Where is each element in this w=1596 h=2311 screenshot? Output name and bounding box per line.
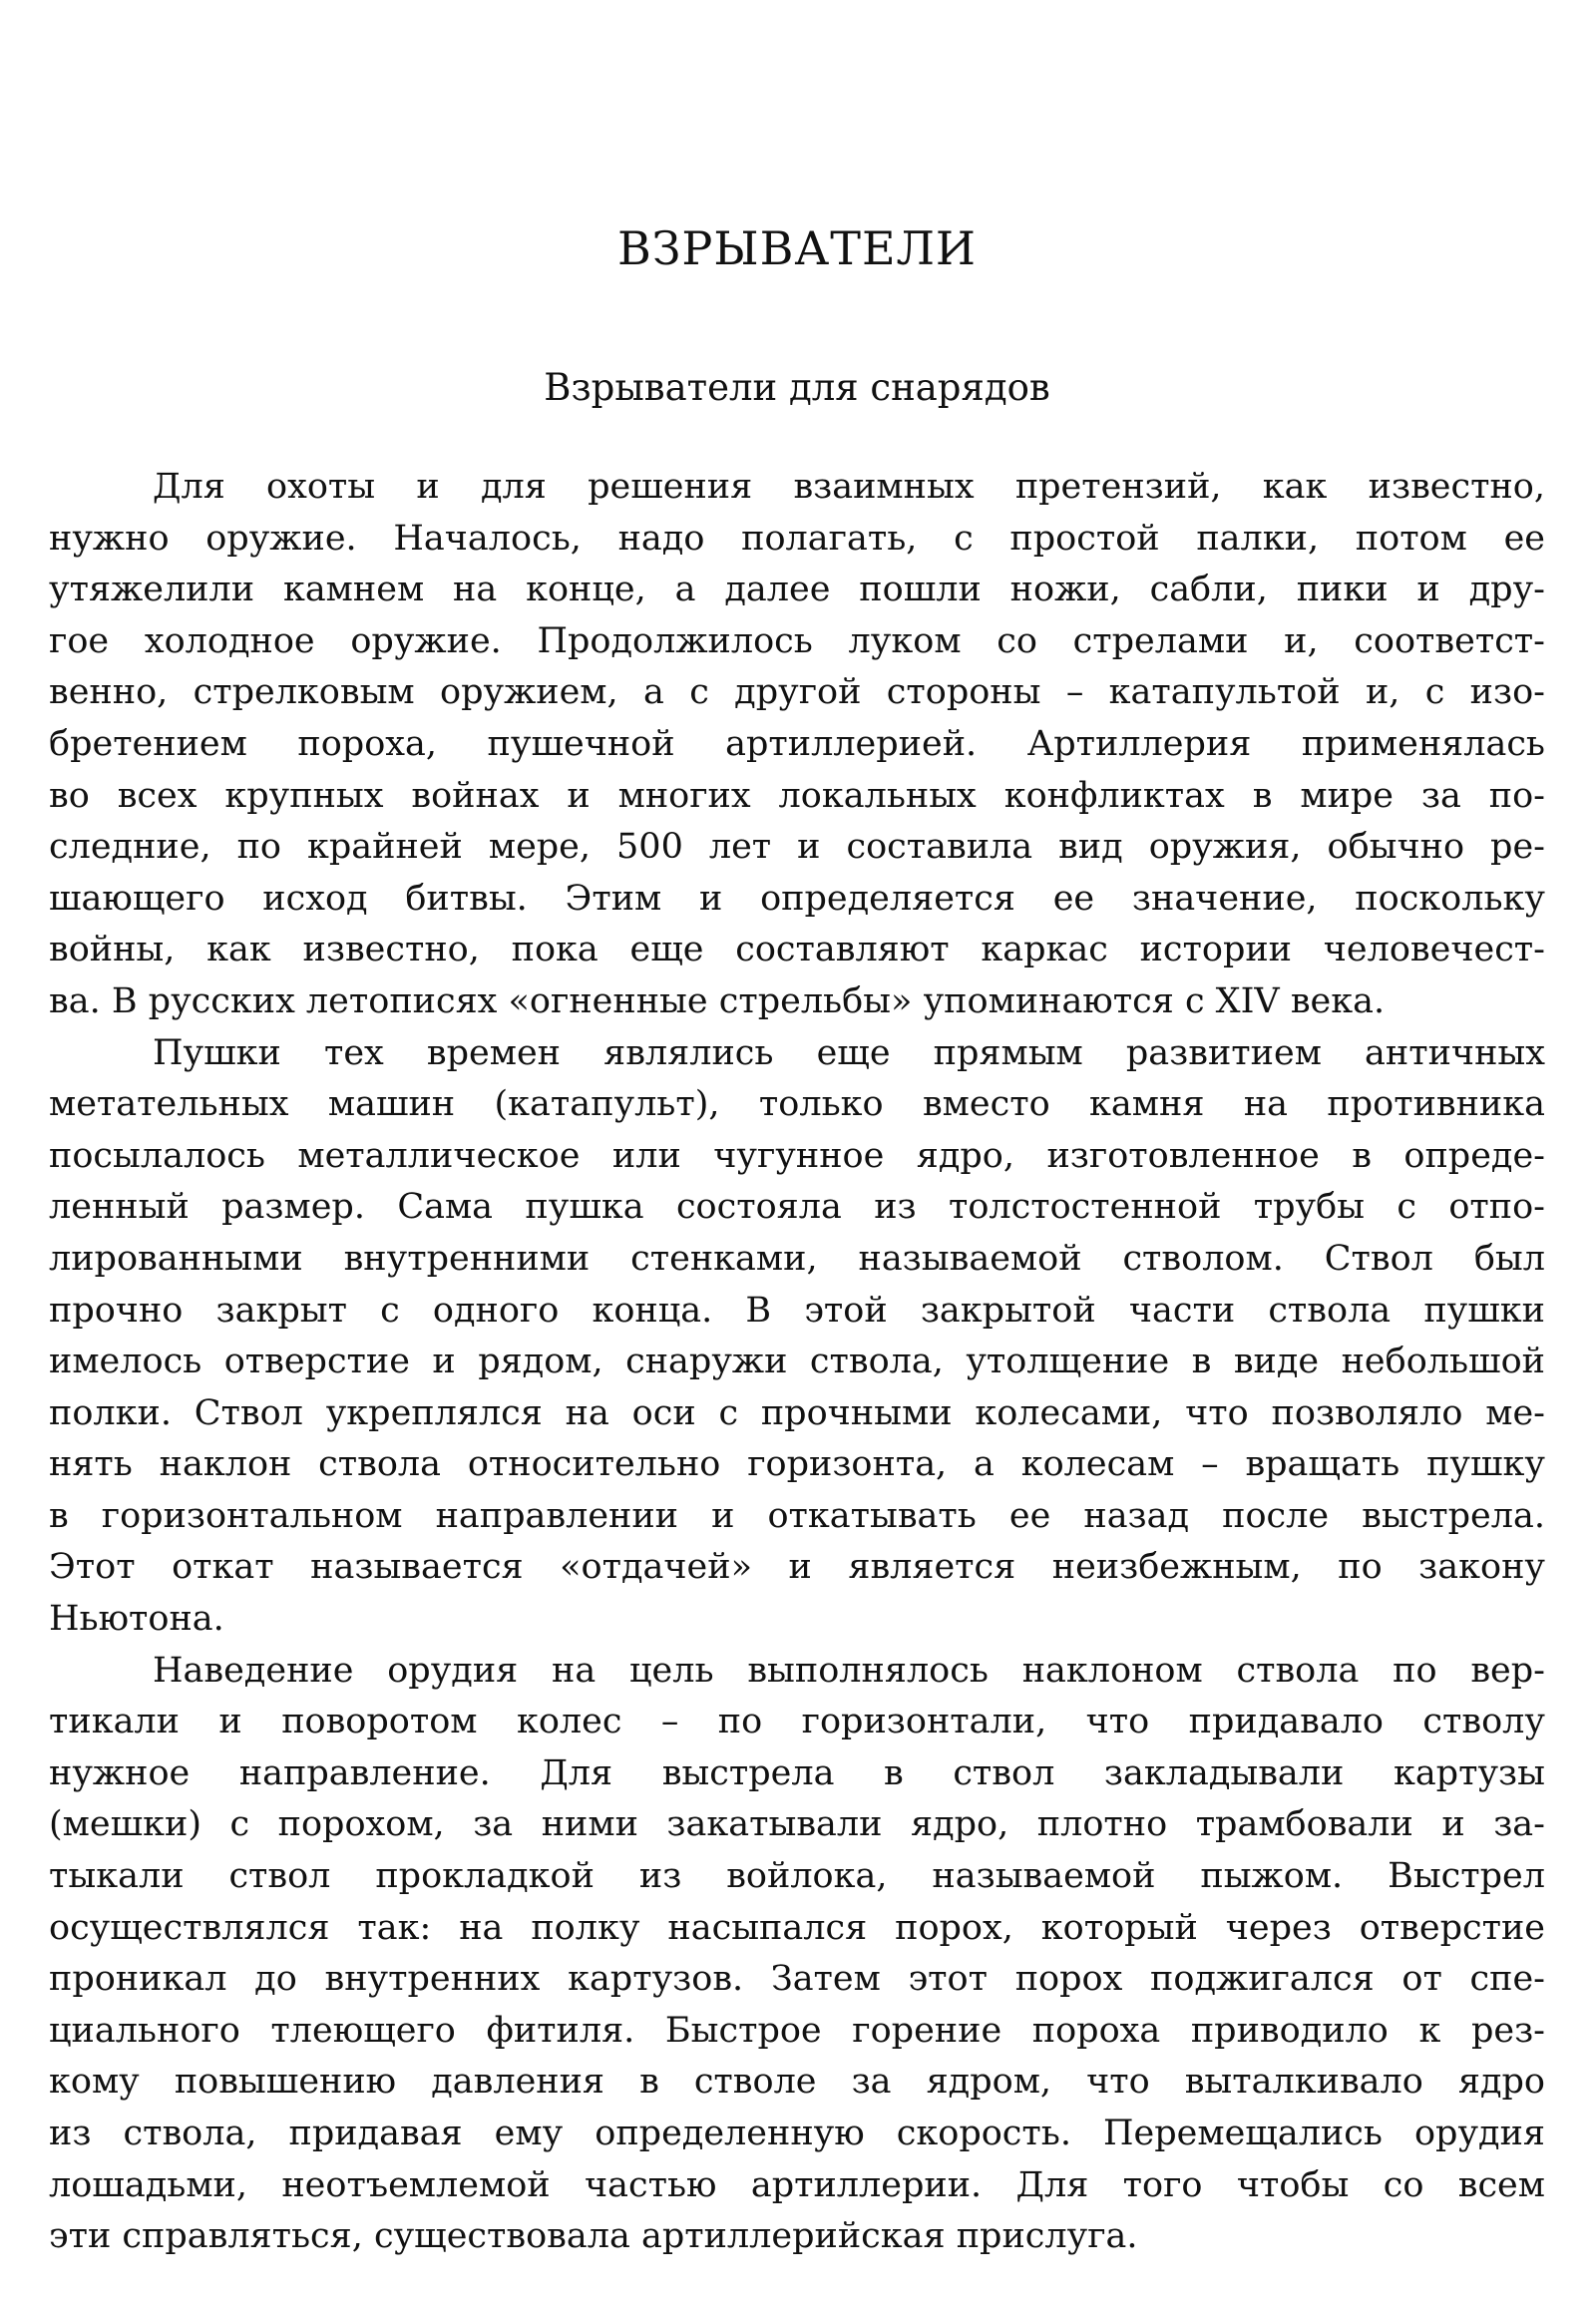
text-line: полки. Ствол укреплялся на оси с прочными колесами, что позволяло ме- <box>49 1392 1545 1433</box>
text-line: утяжелили камнем на конце, а далее пошли ножи, сабли, пики и дру- <box>49 570 1545 610</box>
text-line: бретением пороха, пушечной артиллерией. Артиллерия применялась <box>49 723 1545 764</box>
text-line: проникал до внутренних картузов. Затем этот порох поджигался от спе- <box>49 1959 1545 2000</box>
text-line: Ньютона. <box>49 1599 224 1640</box>
paragraph <box>49 462 1545 1028</box>
chapter-title: ВЗРЫВАТЕЛИ <box>616 221 978 275</box>
text-line: лированными внутренними стенками, называемой стволом. Ствол был <box>49 1238 1545 1279</box>
text-line: циального тлеющего фитиля. Быстрое горение пороха приводило к рез- <box>49 2010 1545 2051</box>
text-line: тыкали ствол прокладкой из войлока, называемой пыжом. Выстрел <box>49 1856 1545 1897</box>
text-line: эти справляться, существовала артиллерийская прислуга. <box>49 2216 1138 2257</box>
text-line: кому повышению давления в стволе за ядром, что выталкивало ядро <box>49 2062 1545 2103</box>
text-line: Наведение орудия на цель выполнялось наклоном ствола по вер- <box>153 1650 1545 1691</box>
text-line: во всех крупных войнах и многих локальных конфликтах в мире за по- <box>49 775 1545 816</box>
text-line: (мешки) с порохом, за ними закатывали ядро, плотно трамбовали и за- <box>49 1804 1545 1845</box>
text-line: венно, стрелковым оружием, а с другой стороны – катапультой и, с изо- <box>49 672 1545 713</box>
text-line: нужное направление. Для выстрела в ствол закладывали картузы <box>49 1752 1545 1793</box>
text-line: осуществлялся так: на полку насыпался порох, который через отверстие <box>49 1907 1545 1948</box>
paragraph <box>49 1646 1545 2263</box>
text-line: посылалось металлическое или чугунное ядро, изготовленное в опреде- <box>49 1135 1545 1176</box>
text-line: Пушки тех времен являлись еще прямым развитием античных <box>153 1032 1545 1073</box>
paragraph <box>49 1028 1545 1646</box>
text-line: лошадьми, неотъемлемой частью артиллерии. Для того чтобы со всем <box>49 2164 1545 2205</box>
text-line: имелось отверстие и рядом, снаружи ствола, утолщение в виде небольшой <box>49 1342 1545 1382</box>
text-line: метательных машин (катапульт), только вместо камня на противника <box>49 1084 1545 1125</box>
text-line: тикали и поворотом колес – по горизонтали, что придавало стволу <box>49 1702 1545 1742</box>
text-line: Для охоты и для решения взаимных претензий, как известно, <box>153 467 1545 507</box>
text-line: войны, как известно, пока еще составляют каркас истории человечест- <box>49 930 1545 970</box>
text-line: ва. В русских летописях «огненные стрельбы» упоминаются с XIV века. <box>49 980 1386 1021</box>
body-text <box>49 462 1545 2263</box>
text-line: из ствола, придавая ему определенную скорость. Перемещались орудия <box>49 2114 1545 2153</box>
text-line: нять наклон ствола относительно горизонта, а колесам – вращать пушку <box>49 1444 1545 1485</box>
text-line: шающего исход битвы. Этим и определяется ее значение, поскольку <box>49 878 1545 919</box>
text-line: следние, по крайней мере, 500 лет и составила вид оружия, обычно ре- <box>49 827 1545 868</box>
text-line: Этот откат называется «отдачей» и является неизбежным, по закону <box>49 1547 1545 1588</box>
text-line: нужно оружие. Началось, надо полагать, с простой палки, потом ее <box>49 518 1545 559</box>
section-subtitle: Взрыватели для снарядов <box>544 366 1050 409</box>
text-line: ленный размер. Сама пушка состояла из толстостенной трубы с отпо- <box>49 1187 1545 1228</box>
text-line: гое холодное оружие. Продолжилось луком со стрелами и, соответст- <box>49 620 1545 661</box>
text-line: прочно закрыт с одного конца. В этой закрытой части ствола пушки <box>49 1290 1545 1331</box>
text-line: в горизонтальном направлении и откатывать ее назад после выстрела. <box>49 1495 1545 1536</box>
